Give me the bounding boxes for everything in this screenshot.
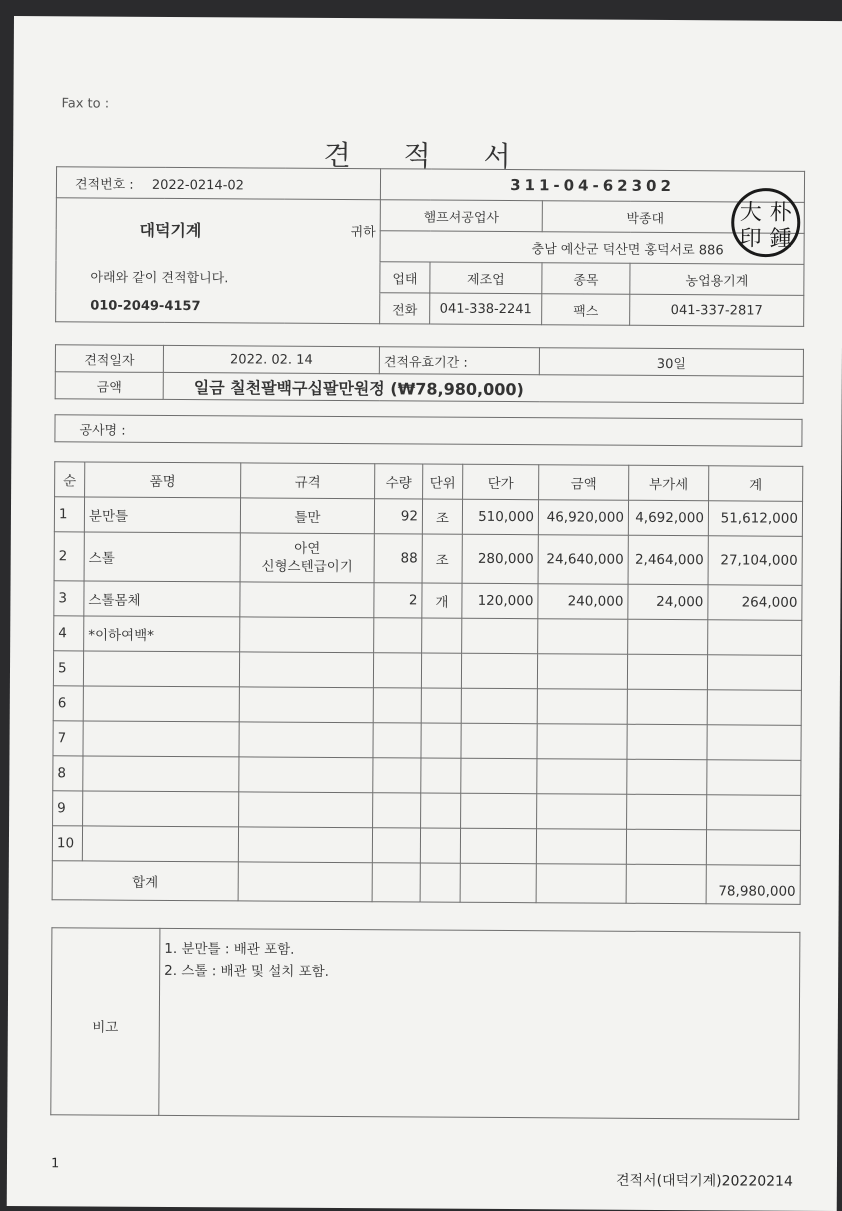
company-fax: 041-337-2817 (630, 294, 804, 326)
item-total-cell (707, 690, 801, 726)
sum-label: 합계 (52, 861, 238, 901)
col-amount-header: 금액 (539, 465, 629, 501)
item-row (52, 826, 800, 866)
total-amount-text (163, 372, 803, 403)
item-spec-cell (240, 582, 374, 618)
sum-total: 78,980,000 (706, 865, 800, 905)
item-vat-cell (628, 619, 708, 654)
item-row (53, 651, 801, 691)
item-no-cell: 4 (54, 616, 84, 651)
item-spec-cell (239, 792, 373, 828)
item-total-cell: 27,104,000 (708, 536, 802, 586)
item-spec-cell: 아연 신형스텐급이기 (240, 533, 374, 583)
item-unit-cell: 조 (422, 534, 462, 583)
item-name-cell: 분만틀 (84, 497, 240, 533)
item-amount-cell (537, 654, 627, 690)
item-amount-cell: 240,000 (538, 584, 628, 620)
item-spec-cell: 틀만 (240, 498, 374, 534)
item-name-cell (82, 826, 238, 862)
item-qty-cell (374, 618, 422, 653)
page-number: 1 (50, 1156, 60, 1172)
biz-type-label: 업태 (380, 262, 430, 293)
item-unit-cell (421, 653, 461, 688)
remarks-table (50, 927, 800, 1120)
item-spec-cell (239, 652, 373, 688)
item-amount-cell (538, 619, 628, 655)
item-qty-cell (373, 688, 421, 723)
item-no-cell: 10 (52, 826, 82, 861)
item-name-cell (83, 756, 239, 792)
item-no-cell: 1 (54, 497, 84, 532)
item-no-cell: 3 (54, 581, 84, 616)
remark-line-1: 1. 분만틀 : 배관 포함. (164, 940, 295, 958)
item-amount-cell (537, 794, 627, 830)
item-no-cell: 8 (53, 756, 83, 791)
item-price-cell (461, 688, 537, 723)
document-footer: 견적서(대덕기계)20220214 (615, 1172, 793, 1190)
item-spec-cell (239, 722, 373, 758)
item-vat-cell (627, 654, 707, 689)
item-row (53, 721, 801, 761)
item-vat-cell: 2,464,000 (628, 535, 708, 584)
item-price-cell (461, 758, 537, 793)
item-price-cell (461, 723, 537, 758)
sum-empty-cell (626, 864, 706, 903)
item-qty-cell (373, 723, 421, 758)
item-unit-cell (421, 688, 461, 723)
item-name-cell (83, 721, 239, 757)
item-price-cell (460, 828, 536, 863)
item-vat-cell (627, 759, 707, 794)
item-unit-cell (421, 758, 461, 793)
date-amount-table (55, 344, 804, 404)
item-price-cell: 120,000 (462, 583, 538, 618)
item-price-cell (462, 618, 538, 653)
item-row (53, 756, 801, 796)
item-qty-cell: 92 (374, 499, 422, 534)
item-qty-cell: 2 (374, 583, 422, 618)
item-unit-cell (420, 828, 460, 863)
col-unit-price-header: 단가 (463, 464, 539, 499)
honorific: 귀하 (284, 199, 380, 262)
item-vat-cell: 4,692,000 (628, 500, 708, 535)
col-item-name-header: 품명 (85, 462, 241, 498)
company-name: 햄프셔공업사 (380, 200, 542, 232)
item-name-cell: 스톨 (84, 532, 240, 582)
item-name-cell (83, 651, 239, 687)
validity-label: 견적유효기간 : (379, 347, 539, 375)
document-title: 견 적 서 (323, 138, 533, 174)
col-unit-header: 단위 (423, 464, 463, 499)
validity-period: 30일 (539, 348, 803, 377)
item-unit-cell (421, 723, 461, 758)
item-unit-cell: 조 (422, 499, 462, 534)
item-row (54, 497, 802, 537)
date-label: 견적일자 (55, 345, 163, 373)
item-total-cell: 51,612,000 (708, 501, 802, 537)
item-price-cell: 510,000 (462, 499, 538, 534)
items-table (52, 461, 804, 905)
item-row (53, 791, 801, 831)
item-total-cell (707, 795, 801, 831)
remark-line-2: 2. 스톨 : 배관 및 설치 포함. (164, 962, 330, 980)
quote-number-label: 견적번호 : (74, 176, 134, 193)
fax-to-label: Fax to : (61, 96, 110, 112)
col-qty-header: 수량 (375, 464, 423, 499)
item-total-cell: 264,000 (708, 585, 802, 621)
item-no-cell: 7 (53, 721, 83, 756)
item-price-cell (461, 793, 537, 828)
recipient-phone: 010-2049-4157 (56, 291, 380, 324)
quote-document (7, 16, 842, 1211)
remarks-label: 비고 (51, 928, 160, 1116)
item-spec-cell (240, 617, 374, 653)
col-no-header: 순 (55, 462, 85, 497)
phone-label: 전화 (380, 293, 430, 324)
item-spec-cell (239, 757, 373, 793)
biz-item-label: 종목 (542, 263, 630, 295)
sum-empty-cell (372, 863, 420, 902)
item-name-cell (83, 686, 239, 722)
item-price-cell: 280,000 (462, 534, 538, 583)
item-vat-cell (627, 689, 707, 724)
registration-number: 311-04-62302 (380, 169, 804, 203)
sum-empty-cell (536, 864, 626, 904)
svg-text:印: 印 (739, 226, 762, 252)
fax-label: 팩스 (542, 294, 630, 326)
item-total-cell (707, 655, 801, 691)
item-vat-cell: 24,000 (628, 584, 708, 619)
item-row (53, 686, 801, 726)
item-amount-cell: 24,640,000 (538, 535, 628, 585)
item-vat-cell (626, 829, 706, 864)
item-qty-cell (373, 758, 421, 793)
col-spec-header: 규격 (241, 463, 375, 499)
item-amount-cell (536, 829, 626, 865)
item-name-cell (83, 791, 239, 827)
item-amount-cell: 46,920,000 (538, 500, 628, 536)
item-no-cell: 5 (53, 651, 83, 686)
item-no-cell: 6 (53, 686, 83, 721)
item-vat-cell (627, 724, 707, 759)
recipient-name: 대덕기계 (56, 198, 284, 261)
item-no-cell: 9 (53, 791, 83, 826)
representative-name: 박종대 (542, 201, 804, 234)
item-amount-cell (537, 759, 627, 795)
total-amount-value: 일금 칠천팔백구십팔만원정 (₩78,980,000) (193, 377, 524, 399)
company-phone: 041-338-2241 (430, 293, 542, 325)
company-address: 충남 예산군 덕산면 홍덕서로 886 (380, 231, 804, 265)
item-name-cell: *이하여백* (84, 616, 240, 652)
amount-label: 금액 (55, 372, 163, 400)
item-unit-cell (422, 618, 462, 653)
sum-row (52, 861, 800, 905)
item-qty-cell: 88 (374, 534, 422, 583)
item-spec-cell (238, 827, 372, 863)
sum-empty-cell (460, 863, 536, 902)
svg-text:鍾: 鍾 (769, 226, 792, 252)
biz-type: 제조업 (430, 262, 542, 294)
company-seal-stamp (729, 185, 803, 259)
sum-empty-cell (238, 862, 372, 902)
item-row (54, 532, 802, 586)
item-unit-cell (421, 793, 461, 828)
quote-number-cell (56, 167, 380, 200)
item-total-cell (706, 830, 800, 866)
item-no-cell: 2 (54, 532, 84, 581)
item-name-cell: 스톨몸체 (84, 581, 240, 617)
item-price-cell (461, 653, 537, 688)
item-unit-cell: 개 (422, 583, 462, 618)
quote-number: 2022-0214-02 (151, 177, 244, 193)
quote-message: 아래와 같이 견적합니다. (56, 260, 380, 293)
header-table (55, 166, 805, 327)
item-amount-cell (537, 724, 627, 760)
col-vat-header: 부가세 (629, 465, 709, 500)
item-spec-cell (239, 687, 373, 723)
item-total-cell (707, 760, 801, 796)
svg-text:大: 大 (739, 200, 762, 226)
project-name-label: 공사명 : (55, 415, 802, 447)
biz-item: 농업용기계 (630, 263, 804, 295)
col-total-header: 계 (709, 466, 803, 502)
item-qty-cell (372, 828, 420, 863)
item-qty-cell (373, 793, 421, 828)
item-row (54, 581, 802, 621)
item-vat-cell (627, 794, 707, 829)
item-total-cell (707, 725, 801, 761)
project-table (54, 414, 802, 447)
item-row (54, 616, 802, 656)
item-qty-cell (373, 653, 421, 688)
item-amount-cell (537, 689, 627, 725)
items-header-row (55, 462, 803, 502)
sum-empty-cell (420, 863, 460, 902)
item-total-cell (708, 620, 802, 656)
remarks-content (159, 928, 800, 1119)
svg-text:朴: 朴 (769, 200, 792, 226)
quote-date: 2022. 02. 14 (163, 345, 379, 373)
